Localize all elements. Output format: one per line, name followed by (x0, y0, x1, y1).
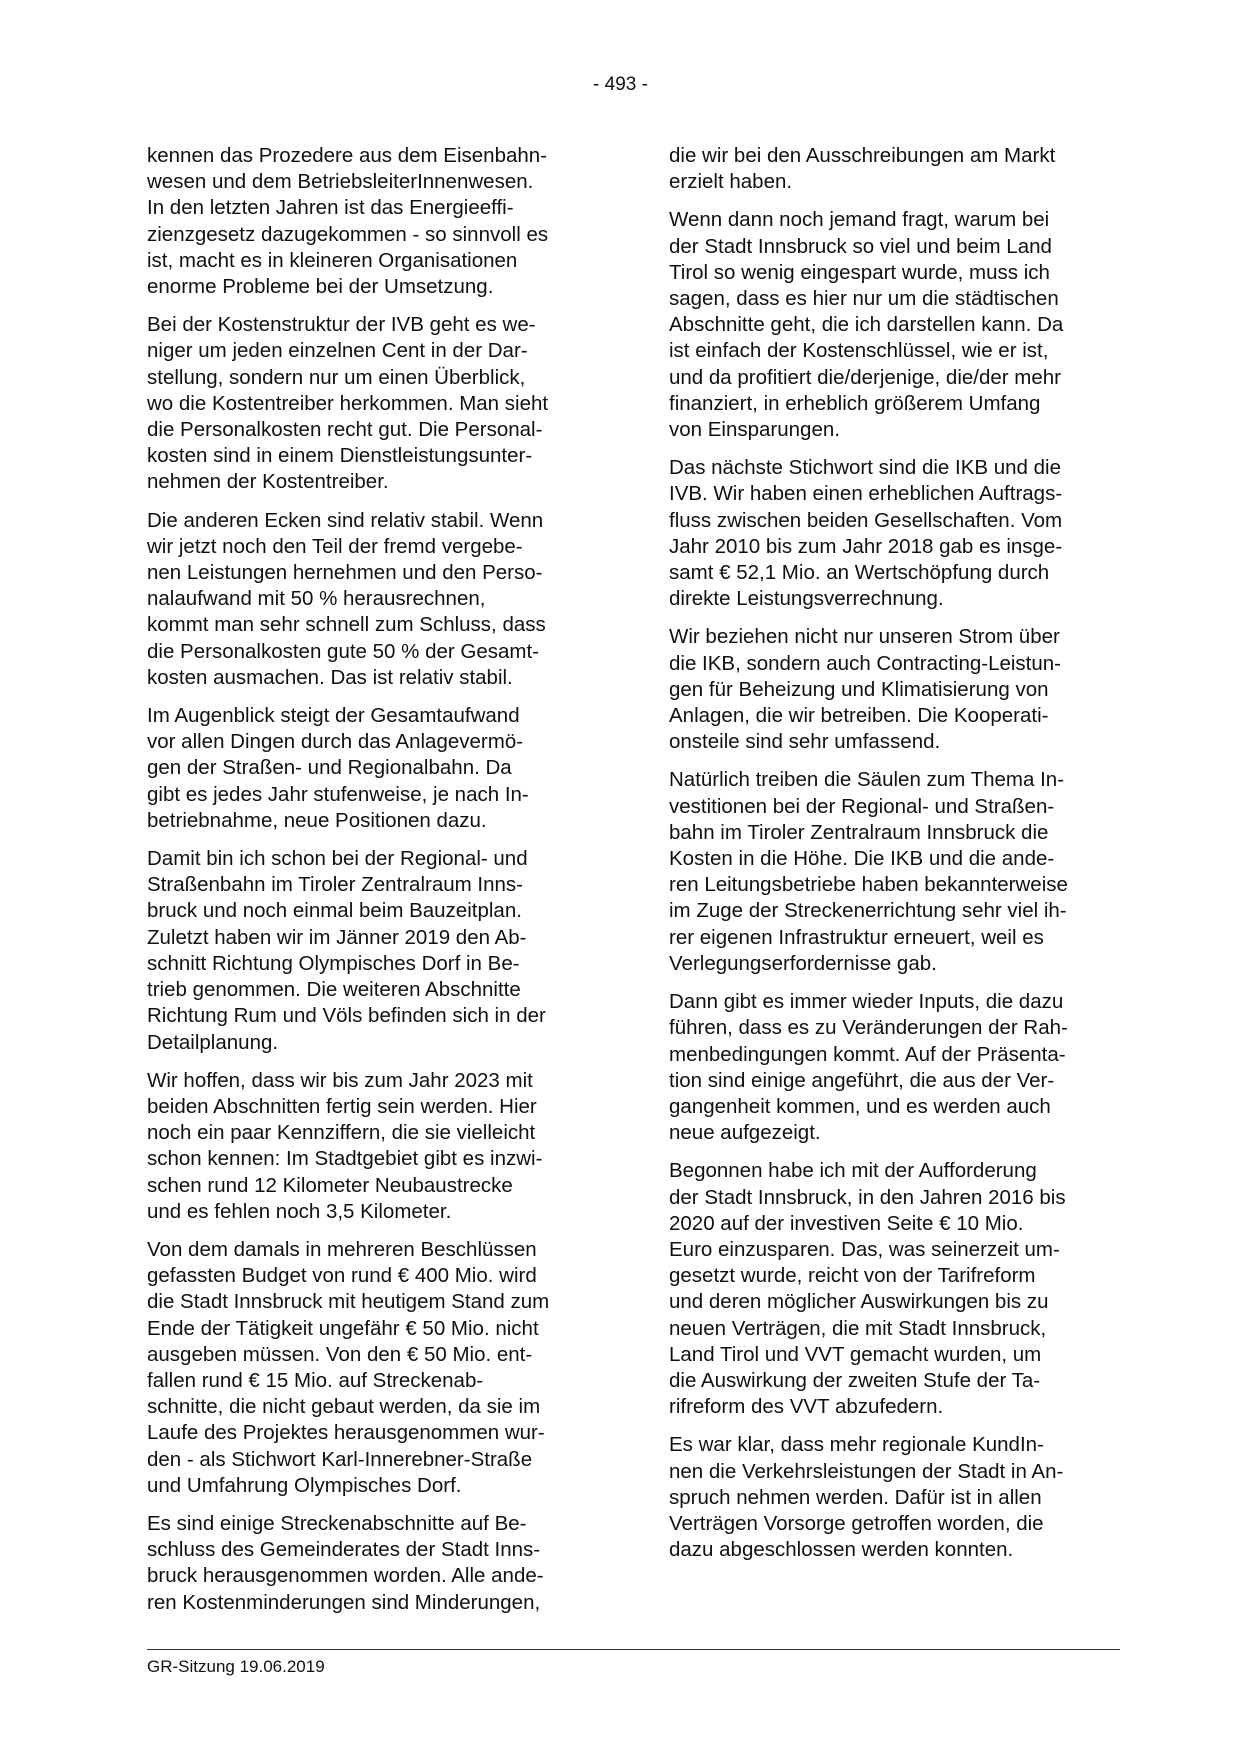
text-line: wir jetzt noch den Teil der fremd vergebe- (147, 534, 523, 558)
text-line: Laufe des Projektes herausgenommen wur- (147, 1421, 545, 1445)
left-column (147, 143, 602, 1628)
text-line: neue aufgezeigt. (669, 1121, 821, 1145)
text-line: schen rund 12 Kilometer Neubaustrecke (147, 1173, 513, 1197)
text-line: fluss zwischen beiden Gesellschaften. Vom (669, 508, 1063, 532)
text-line: die wir bei den Ausschreibungen am Markt (669, 144, 1056, 167)
paragraph (669, 1432, 1124, 1563)
text-line: bruck herausgenommen worden. Alle ande- (147, 1564, 544, 1588)
text-line: im Zuge der Streckenerrichtung sehr viel ih- (669, 899, 1067, 923)
text-line: nen die Verkehrsleistungen der Stadt in An- (669, 1459, 1064, 1483)
paragraph (147, 1511, 602, 1616)
text-line: rifreform des VVT abzufedern. (669, 1395, 944, 1419)
text-line: direkte Leistungsverrechnung. (669, 587, 944, 611)
text-line: stellung, sondern nur um einen Überblick, (147, 365, 526, 389)
text-line: die Stadt Innsbruck mit heutigem Stand zum (147, 1290, 550, 1314)
text-line: gesetzt wurde, reicht von der Tarifreform (669, 1264, 1036, 1288)
paragraph (669, 767, 1124, 977)
text-line: In den letzten Jahren ist das Energieeffi- (147, 196, 514, 220)
text-line: kennen das Prozedere aus dem Eisenbahn- (147, 144, 548, 167)
text-line: vor allen Dingen durch das Anlagevermö- (147, 730, 524, 754)
text-line: Kosten in die Höhe. Die IKB und die ande- (669, 847, 1055, 871)
text-line: gibt es jedes Jahr stufenweise, je nach In- (147, 782, 529, 806)
text-line: nen Leistungen hernehmen und den Perso- (147, 561, 543, 585)
paragraph (669, 989, 1124, 1146)
text-line: führen, dass es zu Veränderungen der Rah- (669, 1016, 1068, 1040)
text-line: die IKB, sondern auch Contracting-Leistun- (669, 651, 1062, 675)
text-line: Euro einzusparen. Das, was seinerzeit um- (669, 1237, 1060, 1261)
text-line: Bei der Kostenstruktur der IVB geht es we- (147, 313, 536, 337)
paragraph (147, 1068, 602, 1225)
text-line: kommt man sehr schnell zum Schluss, dass (147, 613, 546, 637)
text-line: neuen Verträgen, die mit Stadt Innsbruck, (669, 1316, 1047, 1340)
text-line: dazu abgeschlossen werden konnten. (669, 1538, 1014, 1562)
text-line: onsteile sind sehr umfassend. (669, 730, 941, 754)
text-line: Wir beziehen nicht nur unseren Strom über (669, 625, 1060, 649)
text-line: Detailplanung. (147, 1030, 279, 1054)
text-line: wesen und dem BetriebsleiterInnenwesen. (147, 170, 534, 194)
text-line: gefassten Budget von rund € 400 Mio. wird (147, 1264, 537, 1288)
paragraph (669, 207, 1124, 443)
text-line: IVB. Wir haben einen erheblichen Auftrags- (669, 482, 1063, 506)
paragraph (147, 703, 602, 834)
text-line: ren Leitungsbetriebe haben bekannterweise (669, 873, 1068, 897)
text-line: finanziert, in erheblich größerem Umfang (669, 391, 1041, 415)
paragraph (669, 1158, 1124, 1420)
paragraph (147, 846, 602, 1056)
text-line: Verlegungserfordernisse gab. (669, 951, 937, 975)
text-line: die Personalkosten gute 50 % der Gesamt- (147, 639, 539, 663)
text-line: spruch nehmen werden. Dafür ist in allen (669, 1485, 1042, 1509)
text-line: gen der Straßen- und Regionalbahn. Da (147, 756, 512, 780)
text-line: gen für Beheizung und Klimatisierung von (669, 677, 1049, 701)
text-line: schluss des Gemeinderates der Stadt Inns- (147, 1538, 541, 1562)
text-line: kosten sind in einem Dienstleistungsunter- (147, 444, 533, 468)
text-line: Land Tirol und VVT gemacht wurden, um (669, 1342, 1042, 1366)
text-line: kosten ausmachen. Das ist relativ stabil. (147, 665, 513, 689)
text-line: fallen rund € 15 Mio. auf Streckenab- (147, 1368, 484, 1392)
text-line: Natürlich treiben die Säulen zum Thema In- (669, 768, 1065, 792)
text-line: Dann gibt es immer wieder Inputs, die dazu (669, 990, 1064, 1014)
text-line: und da profitiert die/derjenige, die/der mehr (669, 365, 1062, 389)
text-line: wo die Kostentreiber herkommen. Man sieht (147, 391, 549, 415)
text-line: Das nächste Stichwort sind die IKB und die (669, 456, 1061, 480)
text-line: Wenn dann noch jemand fragt, warum bei (669, 208, 1050, 232)
text-line: Begonnen habe ich mit der Aufforderung (669, 1159, 1037, 1183)
paragraph (147, 1237, 602, 1499)
text-line: Von dem damals in mehreren Beschlüssen (147, 1237, 537, 1261)
text-line: Zuletzt haben wir im Jänner 2019 den Ab- (147, 925, 527, 949)
text-line: gangenheit kommen, und es werden auch (669, 1094, 1051, 1118)
page-number: - 493 - (593, 74, 648, 95)
text-line: ist, macht es in kleineren Organisationen (147, 248, 518, 272)
text-line: der Stadt Innsbruck, in den Jahren 2016 bis (669, 1185, 1066, 1209)
text-line: enorme Probleme bei der Umsetzung. (147, 275, 494, 299)
text-line: trieb genommen. Die weiteren Abschnitte (147, 978, 521, 1002)
text-line: samt € 52,1 Mio. an Wertschöpfung durch (669, 561, 1050, 585)
text-line: Richtung Rum und Völs befinden sich in der (147, 1004, 546, 1028)
text-line: sagen, dass es hier nur um die städtischen (669, 287, 1059, 311)
text-line: die Auswirkung der zweiten Stufe der Ta- (669, 1368, 1041, 1392)
paragraph (669, 143, 1124, 195)
text-line: schnitte, die nicht gebaut werden, da sie im (147, 1395, 541, 1419)
text-line: menbedingungen kommt. Auf der Präsenta- (669, 1042, 1066, 1066)
text-line: betriebnahme, neue Positionen dazu. (147, 808, 487, 832)
text-line: Im Augenblick steigt der Gesamtaufwand (147, 704, 520, 728)
text-line: noch ein paar Kennziffern, die sie vielleicht (147, 1121, 536, 1145)
text-line: ist einfach der Kostenschlüssel, wie er ist, (669, 339, 1049, 363)
paragraph (669, 624, 1124, 755)
text-line: Wir hoffen, dass wir bis zum Jahr 2023 mit (147, 1068, 533, 1092)
text-line: bahn im Tiroler Zentralraum Innsbruck die (669, 820, 1049, 844)
text-line: ausgeben müssen. Von den € 50 Mio. ent- (147, 1342, 533, 1366)
text-line: schon kennen: Im Stadtgebiet gibt es inzwi- (147, 1147, 543, 1171)
paragraph (147, 508, 602, 691)
footer-divider (147, 1649, 1120, 1650)
text-line: 2020 auf der investiven Seite € 10 Mio. (669, 1211, 1024, 1235)
text-line: die Personalkosten recht gut. Die Personal- (147, 418, 543, 442)
text-line: ren Kostenminderungen sind Minderungen, (147, 1590, 541, 1614)
text-line: Ende der Tätigkeit ungefähr € 50 Mio. nicht (147, 1316, 539, 1340)
text-line: niger um jeden einzelnen Cent in der Dar- (147, 339, 528, 363)
right-column (669, 143, 1124, 1575)
text-line: von Einsparungen. (669, 418, 840, 442)
paragraph (147, 143, 602, 300)
text-line: Die anderen Ecken sind relativ stabil. Wenn (147, 508, 544, 532)
text-line: Jahr 2010 bis zum Jahr 2018 gab es insge- (669, 534, 1063, 558)
text-line: zienzgesetz dazugekommen - so sinnvoll es (147, 222, 549, 246)
text-line: nalaufwand mit 50 % herausrechnen, (147, 587, 486, 611)
text-line: Anlagen, die wir betreiben. Die Kooperati- (669, 704, 1049, 728)
text-line: rer eigenen Infrastruktur erneuert, weil es (669, 925, 1044, 949)
text-line: Abschnitte geht, die ich darstellen kann. Da (669, 313, 1064, 337)
text-line: Straßenbahn im Tiroler Zentralraum Inns- (147, 873, 523, 897)
text-line: beiden Abschnitten fertig sein werden. Hier (147, 1094, 537, 1118)
text-line: den - als Stichwort Karl-Innerebner-Straße (147, 1447, 533, 1471)
text-line: Es war klar, dass mehr regionale KundIn- (669, 1433, 1044, 1457)
text-line: erzielt haben. (669, 170, 793, 194)
text-line: Verträgen Vorsorge getroffen worden, die (669, 1511, 1044, 1535)
text-line: der Stadt Innsbruck so viel und beim Land (669, 234, 1052, 258)
text-line: bruck und noch einmal beim Bauzeitplan. (147, 899, 522, 923)
text-line: Tirol so wenig eingespart wurde, muss ich (669, 260, 1050, 284)
text-line: schnitt Richtung Olympisches Dorf in Be- (147, 951, 520, 975)
text-line: nehmen der Kostentreiber. (147, 470, 389, 494)
paragraph (669, 455, 1124, 612)
paragraph (147, 312, 602, 495)
footer-session-date: GR-Sitzung 19.06.2019 (147, 1657, 325, 1676)
text-line: und deren möglicher Auswirkungen bis zu (669, 1290, 1049, 1314)
text-line: vestitionen bei der Regional- und Straßen- (669, 794, 1055, 818)
text-line: Damit bin ich schon bei der Regional- und (147, 847, 528, 871)
text-line: und es fehlen noch 3,5 Kilometer. (147, 1199, 452, 1223)
text-line: tion sind einige angeführt, die aus der Ver- (669, 1068, 1055, 1092)
text-line: und Umfahrung Olympisches Dorf. (147, 1473, 462, 1497)
text-line: Es sind einige Streckenabschnitte auf Be- (147, 1511, 527, 1535)
